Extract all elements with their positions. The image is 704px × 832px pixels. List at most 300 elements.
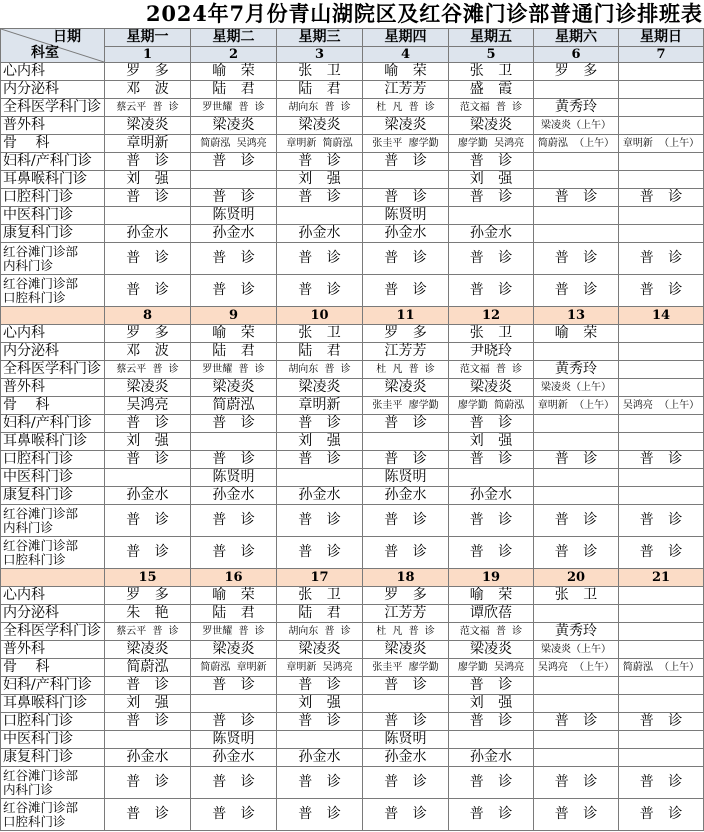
department-label-line: 内分泌科 [3, 605, 59, 621]
schedule-cell-sat [534, 153, 619, 171]
department-label [1, 63, 105, 81]
schedule-cell-thu: 江芳芳 [363, 605, 449, 623]
schedule-cell-wed: 胡向东 普 诊 [277, 361, 363, 379]
date-cell-tue: 16 [191, 569, 277, 587]
department-label [1, 361, 105, 379]
schedule-cell-tue [191, 695, 277, 713]
schedule-cell-wed [277, 469, 363, 487]
schedule-cell-mon: 梁凌炎 [105, 641, 191, 659]
schedule-cell-mon: 普 诊 [105, 799, 191, 831]
department-label [1, 713, 105, 731]
schedule-cell-wed: 普 诊 [277, 677, 363, 695]
department-label-line: 内科门诊 [3, 257, 54, 273]
schedule-cell-thu: 陈贤明 [363, 469, 449, 487]
schedule-cell-tue: 陆 君 [191, 605, 277, 623]
weekday-sun: 星期日 [619, 29, 704, 47]
schedule-cell-thu: 普 诊 [363, 451, 449, 469]
department-label [1, 505, 105, 537]
schedule-cell-thu: 张圭平 廖学勤 [363, 659, 449, 677]
department-label [1, 99, 105, 117]
date-department-corner [1, 29, 105, 63]
schedule-cell-thu: 普 诊 [363, 677, 449, 695]
department-label-line: 红谷滩门诊部 [3, 275, 79, 291]
department-label-line: 中医科门诊 [3, 469, 73, 485]
date-cell-mon: 8 [105, 307, 191, 325]
department-label-line: 红谷滩门诊部 [3, 799, 79, 815]
schedule-cell-sun [619, 605, 704, 623]
schedule-cell-fri [449, 207, 534, 225]
schedule-cell-fri: 喻 荣 [449, 587, 534, 605]
schedule-cell-sat [534, 415, 619, 433]
schedule-cell-fri: 普 诊 [449, 537, 534, 569]
schedule-cell-sun: 普 诊 [619, 451, 704, 469]
schedule-cell-fri: 普 诊 [449, 275, 534, 307]
schedule-cell-wed: 普 诊 [277, 505, 363, 537]
schedule-cell-tue: 罗世耀 普 诊 [191, 99, 277, 117]
schedule-cell-sat [534, 433, 619, 451]
schedule-cell-sat: 吴鸿亮 （上午） [534, 659, 619, 677]
schedule-cell-wed: 普 诊 [277, 451, 363, 469]
schedule-cell-mon: 吴鸿亮 [105, 397, 191, 415]
schedule-cell-fri: 普 诊 [449, 243, 534, 275]
schedule-cell-mon: 邓 波 [105, 343, 191, 361]
schedule-cell-tue: 普 诊 [191, 677, 277, 695]
schedule-cell-tue: 普 诊 [191, 275, 277, 307]
schedule-cell-tue: 陆 君 [191, 81, 277, 99]
schedule-cell-fri: 廖学勤 吴鸿亮 [449, 135, 534, 153]
schedule-cell-sun [619, 749, 704, 767]
schedule-cell-fri: 普 诊 [449, 189, 534, 207]
schedule-cell-mon: 普 诊 [105, 713, 191, 731]
schedule-cell-fri: 张 卫 [449, 63, 534, 81]
schedule-cell-fri: 梁凌炎 [449, 117, 534, 135]
department-row [1, 361, 704, 379]
schedule-cell-mon: 普 诊 [105, 537, 191, 569]
schedule-cell-sat: 黄秀玲 [534, 361, 619, 379]
department-label [1, 659, 105, 677]
schedule-cell-wed: 梁凌炎 [277, 117, 363, 135]
department-row [1, 99, 704, 117]
department-label [1, 81, 105, 99]
department-label [1, 135, 105, 153]
schedule-cell-sun [619, 415, 704, 433]
schedule-cell-fri: 谭欣蓓 [449, 605, 534, 623]
date-row-spacer [1, 569, 105, 587]
schedule-cell-fri: 普 诊 [449, 677, 534, 695]
department-row [1, 677, 704, 695]
department-label [1, 695, 105, 713]
date-cell-sat: 13 [534, 307, 619, 325]
schedule-cell-wed: 普 诊 [277, 713, 363, 731]
schedule-cell-sun [619, 81, 704, 99]
department-row [1, 469, 704, 487]
schedule-cell-mon: 蔡云平 普 诊 [105, 99, 191, 117]
department-row [1, 713, 704, 731]
department-row [1, 117, 704, 135]
schedule-cell-thu: 江芳芳 [363, 81, 449, 99]
department-label [1, 243, 105, 275]
department-row [1, 695, 704, 713]
department-label [1, 379, 105, 397]
weekday-wed: 星期三 [277, 29, 363, 47]
department-row [1, 587, 704, 605]
schedule-cell-sun [619, 677, 704, 695]
weekday-header-row [105, 29, 704, 47]
department-row [1, 749, 704, 767]
schedule-cell-sat: 普 诊 [534, 505, 619, 537]
schedule-cell-sun [619, 623, 704, 641]
department-label [1, 275, 105, 307]
schedule-cell-sat: 普 诊 [534, 451, 619, 469]
schedule-cell-tue: 梁凌炎 [191, 379, 277, 397]
schedule-cell-sun: 章明新 （上午） [619, 135, 704, 153]
schedule-cell-sat: 梁凌炎（上午） [534, 379, 619, 397]
schedule-cell-fri: 普 诊 [449, 153, 534, 171]
schedule-cell-wed: 章明新 吴鸿亮 [277, 659, 363, 677]
schedule-cell-sat [534, 677, 619, 695]
department-label [1, 433, 105, 451]
schedule-cell-mon: 普 诊 [105, 767, 191, 799]
page-title: 2024年7月份青山湖院区及红谷滩门诊部普通门诊排班表 [146, 1, 703, 26]
schedule-cell-thu: 杜 凡 普 诊 [363, 361, 449, 379]
schedule-cell-sun [619, 117, 704, 135]
schedule-cell-tue: 陈贤明 [191, 207, 277, 225]
schedule-cell-wed: 刘 强 [277, 433, 363, 451]
schedule-cell-fri: 普 诊 [449, 451, 534, 469]
date-cell-thu: 11 [363, 307, 449, 325]
department-label-line: 心内科 [3, 63, 45, 79]
schedule-cell-wed [277, 731, 363, 749]
date-cell-tue: 9 [191, 307, 277, 325]
department-row [1, 225, 704, 243]
schedule-cell-tue: 普 诊 [191, 799, 277, 831]
schedule-cell-sat [534, 81, 619, 99]
schedule-cell-tue: 孙金水 [191, 487, 277, 505]
schedule-cell-fri: 刘 强 [449, 695, 534, 713]
schedule-cell-mon: 梁凌炎 [105, 379, 191, 397]
department-label-line: 骨 科 [3, 659, 50, 675]
department-label-line: 内分泌科 [3, 81, 59, 97]
schedule-cell-wed: 张 卫 [277, 63, 363, 81]
department-label-line: 红谷滩门诊部 [3, 767, 79, 783]
department-label-line: 骨 科 [3, 397, 50, 413]
schedule-cell-fri: 普 诊 [449, 505, 534, 537]
department-label [1, 767, 105, 799]
department-label-line: 普外科 [3, 117, 45, 133]
schedule-cell-mon: 普 诊 [105, 505, 191, 537]
schedule-cell-fri: 刘 强 [449, 433, 534, 451]
date-cell-thu: 4 [363, 47, 449, 63]
date-cell-mon: 1 [105, 47, 191, 63]
schedule-cell-mon: 蔡云平 普 诊 [105, 361, 191, 379]
schedule-cell-fri: 孙金水 [449, 487, 534, 505]
schedule-cell-sun: 吴鸿亮 （上午） [619, 397, 704, 415]
schedule-cell-tue: 梁凌炎 [191, 641, 277, 659]
schedule-cell-mon [105, 469, 191, 487]
schedule-cell-sat: 普 诊 [534, 189, 619, 207]
department-label [1, 641, 105, 659]
department-label-line: 内科门诊 [3, 519, 54, 535]
department-label [1, 117, 105, 135]
schedule-cell-sun [619, 469, 704, 487]
week-date-row [1, 307, 704, 325]
department-row [1, 243, 704, 275]
schedule-cell-tue: 喻 荣 [191, 63, 277, 81]
schedule-cell-tue: 普 诊 [191, 243, 277, 275]
schedule-cell-mon: 普 诊 [105, 275, 191, 307]
schedule-cell-sat: 普 诊 [534, 275, 619, 307]
schedule-cell-fri: 范文福 普 诊 [449, 99, 534, 117]
department-label [1, 731, 105, 749]
department-label-line: 中医科门诊 [3, 731, 73, 747]
department-label [1, 343, 105, 361]
schedule-cell-thu: 梁凌炎 [363, 641, 449, 659]
schedule-cell-wed: 胡向东 普 诊 [277, 99, 363, 117]
schedule-cell-thu: 杜 凡 普 诊 [363, 623, 449, 641]
department-row [1, 207, 704, 225]
department-label [1, 415, 105, 433]
schedule-cell-sat [534, 731, 619, 749]
schedule-cell-fri: 盛 霞 [449, 81, 534, 99]
department-label [1, 189, 105, 207]
schedule-cell-mon: 梁凌炎 [105, 117, 191, 135]
schedule-cell-wed: 章明新 [277, 397, 363, 415]
schedule-cell-sun: 普 诊 [619, 767, 704, 799]
schedule-cell-fri: 刘 强 [449, 171, 534, 189]
schedule-cell-mon: 刘 强 [105, 695, 191, 713]
schedule-cell-wed: 普 诊 [277, 537, 363, 569]
department-row [1, 171, 704, 189]
header-columns [105, 29, 704, 63]
date-cell-wed: 10 [277, 307, 363, 325]
schedule-cell-mon: 朱 艳 [105, 605, 191, 623]
schedule-cell-mon: 孙金水 [105, 225, 191, 243]
department-label [1, 605, 105, 623]
department-label-line: 红谷滩门诊部 [3, 537, 79, 553]
department-row [1, 487, 704, 505]
department-row [1, 799, 704, 831]
schedule-cell-thu: 普 诊 [363, 505, 449, 537]
department-label-line: 内分泌科 [3, 343, 59, 359]
department-row [1, 325, 704, 343]
schedule-cell-tue: 陈贤明 [191, 731, 277, 749]
date-cell-thu: 18 [363, 569, 449, 587]
schedule-cell-fri: 普 诊 [449, 767, 534, 799]
schedule-cell-tue: 简蔚泓 章明新 [191, 659, 277, 677]
schedule-cell-thu: 孙金水 [363, 749, 449, 767]
department-label-line: 全科医学科门诊 [3, 361, 101, 377]
schedule-cell-tue: 梁凌炎 [191, 117, 277, 135]
schedule-cell-tue: 喻 荣 [191, 587, 277, 605]
department-label-line: 康复科门诊 [3, 749, 73, 765]
date-cell-wed: 17 [277, 569, 363, 587]
department-label [1, 487, 105, 505]
department-axis-label: 科室 [31, 45, 59, 61]
department-row [1, 379, 704, 397]
schedule-cell-tue: 罗世耀 普 诊 [191, 361, 277, 379]
schedule-cell-fri: 孙金水 [449, 749, 534, 767]
schedule-cell-tue: 普 诊 [191, 505, 277, 537]
schedule-cell-sun [619, 207, 704, 225]
schedule-cell-fri [449, 469, 534, 487]
schedule-cell-fri: 普 诊 [449, 799, 534, 831]
department-row [1, 81, 704, 99]
department-label-line: 口腔科门诊 [3, 289, 66, 305]
schedule-cell-tue: 普 诊 [191, 153, 277, 171]
schedule-cell-thu: 普 诊 [363, 713, 449, 731]
schedule-cell-thu: 普 诊 [363, 153, 449, 171]
schedule-cell-wed: 陆 君 [277, 81, 363, 99]
schedule-cell-sat: 普 诊 [534, 537, 619, 569]
department-label-line: 红谷滩门诊部 [3, 243, 79, 259]
schedule-cell-sun [619, 63, 704, 81]
schedule-cell-sat [534, 605, 619, 623]
date-cell-sat: 6 [534, 47, 619, 63]
department-label-line: 口腔科门诊 [3, 451, 73, 467]
schedule-cell-sun [619, 99, 704, 117]
schedule-body [1, 63, 704, 831]
department-row [1, 63, 704, 81]
department-label [1, 749, 105, 767]
schedule-cell-sun: 普 诊 [619, 189, 704, 207]
department-label [1, 171, 105, 189]
department-label-line: 口腔科门诊 [3, 189, 73, 205]
schedule-cell-fri: 廖学勤 吴鸿亮 [449, 659, 534, 677]
schedule-cell-wed: 普 诊 [277, 275, 363, 307]
department-row [1, 415, 704, 433]
schedule-table [0, 28, 704, 831]
schedule-cell-fri: 普 诊 [449, 415, 534, 433]
department-label-line: 骨 科 [3, 135, 50, 151]
schedule-cell-mon: 孙金水 [105, 487, 191, 505]
schedule-cell-sun [619, 343, 704, 361]
schedule-cell-tue: 普 诊 [191, 537, 277, 569]
schedule-cell-wed: 陆 君 [277, 343, 363, 361]
schedule-cell-sat: 梁凌炎（上午） [534, 117, 619, 135]
department-label [1, 623, 105, 641]
schedule-cell-tue: 罗世耀 普 诊 [191, 623, 277, 641]
schedule-cell-sat: 普 诊 [534, 243, 619, 275]
department-row [1, 731, 704, 749]
schedule-cell-fri: 梁凌炎 [449, 641, 534, 659]
schedule-cell-thu [363, 171, 449, 189]
schedule-cell-mon: 罗 多 [105, 63, 191, 81]
schedule-cell-mon: 罗 多 [105, 587, 191, 605]
schedule-cell-wed: 刘 强 [277, 171, 363, 189]
schedule-cell-sun [619, 641, 704, 659]
schedule-cell-thu: 孙金水 [363, 225, 449, 243]
schedule-cell-mon: 章明新 [105, 135, 191, 153]
schedule-cell-wed: 普 诊 [277, 153, 363, 171]
schedule-cell-tue: 简蔚泓 [191, 397, 277, 415]
schedule-cell-wed: 孙金水 [277, 487, 363, 505]
department-label-line: 妇科/产科门诊 [3, 415, 92, 431]
department-label-line: 内科门诊 [3, 781, 54, 797]
schedule-cell-tue: 普 诊 [191, 415, 277, 433]
schedule-cell-sat [534, 469, 619, 487]
schedule-cell-thu: 江芳芳 [363, 343, 449, 361]
schedule-cell-thu [363, 695, 449, 713]
department-row [1, 505, 704, 537]
schedule-cell-thu: 普 诊 [363, 767, 449, 799]
schedule-cell-wed: 普 诊 [277, 799, 363, 831]
schedule-cell-mon: 刘 强 [105, 171, 191, 189]
schedule-cell-sat: 黄秀玲 [534, 99, 619, 117]
schedule-cell-thu: 孙金水 [363, 487, 449, 505]
week-date-row [1, 569, 704, 587]
schedule-cell-fri: 尹晓玲 [449, 343, 534, 361]
date-cell-fri: 19 [449, 569, 534, 587]
schedule-cell-sun [619, 487, 704, 505]
date-row-spacer [1, 307, 105, 325]
schedule-cell-sun: 简蔚泓 （上午） [619, 659, 704, 677]
schedule-cell-sat: 罗 多 [534, 63, 619, 81]
schedule-cell-sat: 梁凌炎（上午） [534, 641, 619, 659]
schedule-cell-wed: 孙金水 [277, 749, 363, 767]
schedule-cell-tue: 普 诊 [191, 451, 277, 469]
department-label [1, 537, 105, 569]
schedule-cell-fri: 普 诊 [449, 713, 534, 731]
schedule-cell-thu: 陈贤明 [363, 207, 449, 225]
schedule-cell-thu: 梁凌炎 [363, 379, 449, 397]
schedule-cell-sun [619, 225, 704, 243]
schedule-cell-wed: 张 卫 [277, 587, 363, 605]
schedule-cell-fri: 范文福 普 诊 [449, 623, 534, 641]
schedule-cell-thu: 张圭平 廖学勤 [363, 135, 449, 153]
schedule-cell-fri: 范文福 普 诊 [449, 361, 534, 379]
date-cell-sat: 20 [534, 569, 619, 587]
schedule-cell-fri: 孙金水 [449, 225, 534, 243]
schedule-cell-tue: 陈贤明 [191, 469, 277, 487]
schedule-cell-tue: 喻 荣 [191, 325, 277, 343]
schedule-cell-tue: 普 诊 [191, 767, 277, 799]
schedule-cell-wed: 章明新 简蔚泓 [277, 135, 363, 153]
weekday-mon: 星期一 [105, 29, 191, 47]
schedule-cell-sat: 普 诊 [534, 799, 619, 831]
department-label-line: 耳鼻喉科门诊 [3, 171, 87, 187]
schedule-cell-mon: 普 诊 [105, 415, 191, 433]
schedule-cell-thu: 张圭平 廖学勤 [363, 397, 449, 415]
schedule-cell-sat [534, 695, 619, 713]
schedule-cell-mon [105, 731, 191, 749]
department-label [1, 207, 105, 225]
schedule-cell-sun: 普 诊 [619, 505, 704, 537]
date-cell-fri: 12 [449, 307, 534, 325]
department-label-line: 耳鼻喉科门诊 [3, 433, 87, 449]
department-label [1, 325, 105, 343]
schedule-cell-tue: 陆 君 [191, 343, 277, 361]
schedule-cell-wed: 梁凌炎 [277, 641, 363, 659]
department-label-line: 红谷滩门诊部 [3, 505, 79, 521]
schedule-cell-thu: 陈贤明 [363, 731, 449, 749]
schedule-cell-thu: 杜 凡 普 诊 [363, 99, 449, 117]
department-row [1, 343, 704, 361]
schedule-cell-sun [619, 379, 704, 397]
department-label [1, 587, 105, 605]
department-row [1, 623, 704, 641]
schedule-cell-fri: 廖学勤 简蔚泓 [449, 397, 534, 415]
schedule-cell-mon: 邓 波 [105, 81, 191, 99]
schedule-cell-sat: 黄秀玲 [534, 623, 619, 641]
schedule-cell-wed: 普 诊 [277, 243, 363, 275]
schedule-cell-tue: 孙金水 [191, 225, 277, 243]
department-label-line: 耳鼻喉科门诊 [3, 695, 87, 711]
department-row [1, 659, 704, 677]
schedule-cell-fri: 张 卫 [449, 325, 534, 343]
schedule-cell-thu: 普 诊 [363, 415, 449, 433]
weekday-sat: 星期六 [534, 29, 619, 47]
department-label-line: 口腔科门诊 [3, 813, 66, 829]
